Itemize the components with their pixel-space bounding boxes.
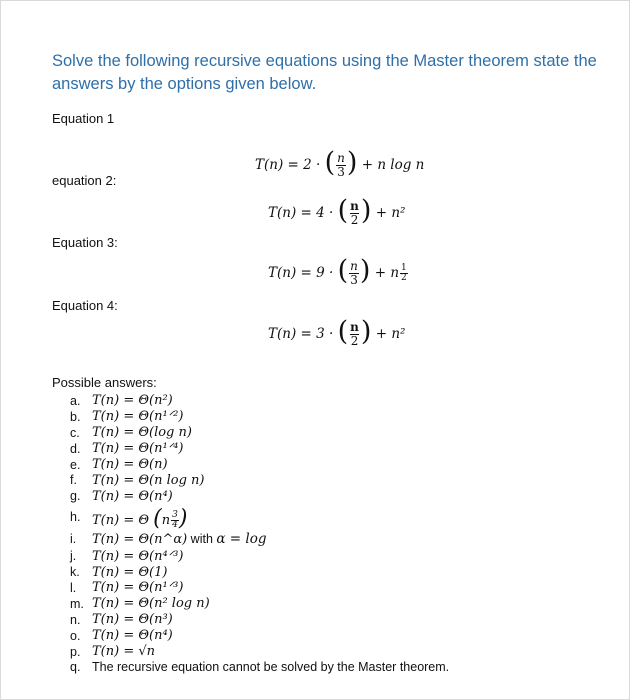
answer-letter: o. bbox=[70, 628, 81, 643]
equation-3-lhs: T(n) = 9 · bbox=[268, 265, 338, 281]
equation-4-lhs: T(n) = 3 · bbox=[268, 326, 338, 342]
answer-letter: k. bbox=[70, 565, 80, 580]
equation-1: T(n) = 2 · ( $\frac{n}{3}$ ) + n log n bbox=[255, 147, 425, 179]
answer-text: T(n) = Θ(n) bbox=[92, 457, 168, 472]
answer-b bbox=[70, 409, 449, 425]
answer-text: T(n) = Θ(1) bbox=[92, 564, 168, 580]
answer-text: T(n) = Θ(n³) bbox=[92, 612, 173, 628]
answer-p bbox=[70, 644, 449, 660]
answer-text: T(n) = Θ (n $\frac{3}{4}$ ) bbox=[92, 505, 188, 531]
answer-text: T(n) = Θ(n² log n) bbox=[92, 596, 210, 612]
answer-i-suffix-math: α = log bbox=[216, 531, 267, 548]
equation-3-label: Equation 3: bbox=[52, 235, 118, 250]
answer-h-base: n bbox=[161, 512, 171, 528]
equation-2-frac-den: 2 bbox=[350, 213, 359, 227]
answer-text: The recursive equation cannot be solved by the Master theorem. bbox=[92, 660, 450, 675]
equation-2-lhs: T(n) = 4 · bbox=[268, 205, 338, 221]
answer-h-exp-num: 3 bbox=[172, 509, 178, 520]
answer-j bbox=[70, 548, 449, 564]
equation-2: T(n) = 4 · ( $\frac{n}{2}$ ) + n² bbox=[268, 195, 406, 227]
equation-1-frac-den: 3 bbox=[337, 165, 345, 179]
answer-letter: d. bbox=[70, 441, 81, 456]
equation-3-frac-den: 3 bbox=[350, 273, 358, 287]
answer-g bbox=[70, 488, 449, 504]
equation-3-exp-den: 2 bbox=[401, 273, 407, 283]
answer-letter: n. bbox=[70, 612, 81, 627]
equation-1-rhs: + n log n bbox=[361, 157, 425, 173]
answer-letter: m. bbox=[70, 596, 84, 611]
equation-3: T(n) = 9 · ( $\frac{n}{3}$ ) + n $\frac{1}{2}$ bbox=[268, 255, 407, 287]
answer-letter: h. bbox=[70, 510, 81, 525]
answer-n bbox=[70, 612, 449, 628]
answer-m bbox=[70, 596, 449, 612]
answer-text: T(n) = Θ(n⁴ᐟ³) bbox=[92, 548, 184, 564]
equation-4: T(n) = 3 · ( $\frac{n}{2}$ ) + n² bbox=[268, 316, 406, 348]
answer-letter: g. bbox=[70, 489, 81, 504]
answer-l bbox=[70, 580, 449, 596]
answer-f bbox=[70, 472, 449, 488]
answer-i-suffix: with bbox=[187, 532, 217, 547]
answer-q bbox=[70, 659, 449, 675]
answer-h-exp-den: 4 bbox=[172, 519, 178, 530]
equation-4-frac-num: n bbox=[350, 320, 359, 334]
equation-1-frac-num: n bbox=[337, 151, 345, 165]
equation-1-lhs: T(n) = 2 · bbox=[255, 157, 325, 173]
answer-i bbox=[70, 530, 449, 548]
answer-text: T(n) = Θ(n log n) bbox=[92, 472, 205, 488]
answer-letter: a. bbox=[70, 393, 81, 408]
answer-h bbox=[70, 504, 449, 530]
answer-text: T(n) = Θ(n⁴) bbox=[92, 628, 173, 644]
answer-text: T(n) = Θ(n¹ᐟ²) bbox=[92, 409, 184, 425]
equation-3-frac-num: n bbox=[350, 259, 358, 273]
answer-text: T(n) = Θ(n⁴) bbox=[92, 488, 173, 504]
equation-3-exp-num: 1 bbox=[401, 263, 407, 273]
equation-2-label: equation 2: bbox=[52, 173, 117, 188]
equation-3-rhs: + n bbox=[374, 265, 400, 281]
answer-k bbox=[70, 564, 449, 580]
answer-text: T(n) = Θ(log n) bbox=[92, 425, 192, 441]
answer-text: T(n) = √n bbox=[92, 644, 156, 660]
answer-a bbox=[70, 393, 449, 409]
answer-text: T(n) = Θ(n²) bbox=[92, 393, 173, 409]
question-heading: Solve the following recursive equations using the Master theorem state the answers by the options given below. bbox=[52, 52, 597, 93]
possible-answers-title: Possible answers: bbox=[52, 375, 157, 390]
answer-c bbox=[70, 425, 449, 441]
answer-text: T(n) = Θ(n¹ᐟ³) bbox=[92, 580, 184, 596]
answer-letter: b. bbox=[70, 409, 81, 424]
answer-o bbox=[70, 628, 449, 644]
equation-2-frac-num: n bbox=[350, 199, 359, 213]
answer-h-prefix: T(n) = Θ bbox=[92, 512, 154, 528]
answer-letter: f. bbox=[70, 473, 77, 488]
answer-text: T(n) = Θ(n¹ᐟ⁴) bbox=[92, 441, 184, 457]
equation-4-rhs: + n² bbox=[375, 326, 406, 342]
answer-letter: q. bbox=[70, 660, 81, 675]
answer-letter: e. bbox=[70, 457, 81, 472]
answer-text: T(n) = Θ(n^α) bbox=[92, 531, 188, 547]
answer-letter: l. bbox=[70, 580, 77, 595]
answer-letter: j. bbox=[70, 549, 77, 564]
answer-list bbox=[70, 393, 449, 675]
equation-1-label: Equation 1 bbox=[52, 111, 115, 126]
answer-d bbox=[70, 441, 449, 457]
answer-letter: p. bbox=[70, 644, 81, 659]
answer-letter: i. bbox=[70, 532, 77, 547]
equation-2-rhs: + n² bbox=[375, 205, 406, 221]
equation-4-label: Equation 4: bbox=[52, 298, 118, 313]
answer-letter: c. bbox=[70, 425, 80, 440]
equation-4-frac-den: 2 bbox=[350, 334, 359, 348]
answer-e bbox=[70, 457, 449, 473]
